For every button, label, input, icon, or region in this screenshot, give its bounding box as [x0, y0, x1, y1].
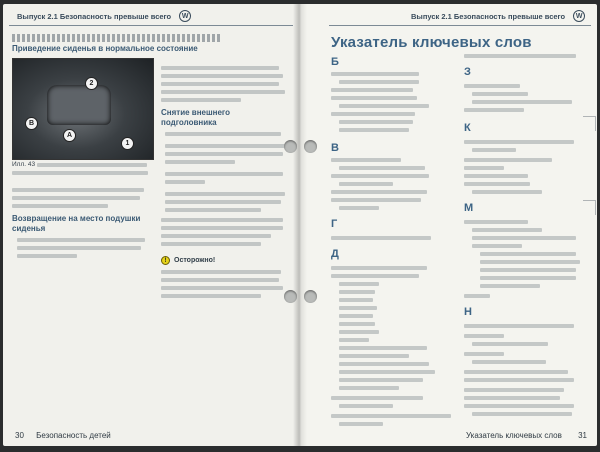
index-line [472, 92, 528, 96]
body-line [12, 196, 140, 200]
body-line [17, 254, 77, 258]
index-line [480, 284, 540, 288]
index-line [472, 244, 522, 248]
index-letter-m: М [464, 202, 474, 214]
binder-hole [284, 140, 297, 153]
body-line [165, 200, 281, 204]
body-line [161, 66, 279, 70]
index-line [331, 112, 415, 116]
index-line [339, 322, 375, 326]
index-line [331, 174, 429, 178]
index-title: Указатель ключевых слов [331, 34, 532, 51]
index-line [472, 236, 576, 240]
right-header-text: Выпуск 2.1 Безопасность превыше всего [411, 11, 566, 21]
index-line [339, 404, 393, 408]
index-letter-v: В [331, 142, 339, 154]
right-footer-title: Указатель ключевых слов [465, 431, 562, 440]
left-page-number: 30 [15, 431, 24, 440]
body-line [165, 180, 205, 184]
body-line [165, 208, 261, 212]
vw-logo-icon: W [573, 10, 585, 22]
body-line [165, 132, 281, 136]
index-line [339, 378, 423, 382]
index-line [464, 370, 568, 374]
index-line [339, 422, 383, 426]
body-line [161, 294, 261, 298]
warning-icon: ! [161, 256, 170, 265]
body-line [161, 234, 271, 238]
index-line [339, 354, 409, 358]
index-line [331, 198, 421, 202]
figure-caption: Илл. 43 [12, 161, 36, 168]
body-line [165, 144, 285, 148]
index-letter-g: Г [331, 218, 338, 230]
index-letter-b: Б [331, 56, 339, 68]
right-page-footer [466, 431, 587, 440]
body-line [165, 192, 285, 196]
body-line [161, 82, 279, 86]
index-line [339, 206, 379, 210]
left-page-footer [15, 431, 111, 440]
index-line [339, 80, 419, 84]
body-line [165, 152, 283, 156]
index-letter-n: Н [464, 306, 472, 318]
index-line [339, 104, 429, 108]
index-line [464, 404, 574, 408]
thumb-index-mark [583, 116, 596, 131]
index-line [331, 414, 451, 418]
body-line [161, 278, 279, 282]
index-line [331, 236, 431, 240]
thumb-index-mark [583, 200, 596, 215]
body-line [17, 246, 141, 250]
right-page [299, 4, 597, 446]
index-line [464, 388, 564, 392]
index-line [480, 260, 580, 264]
index-line [464, 396, 560, 400]
index-line [331, 158, 401, 162]
index-line [464, 54, 576, 58]
index-line [464, 108, 524, 112]
index-line [331, 88, 413, 92]
binder-hole [284, 290, 297, 303]
index-line [464, 352, 504, 356]
index-line [331, 266, 427, 270]
index-line [464, 84, 520, 88]
body-line [161, 226, 283, 230]
body-line [165, 160, 235, 164]
left-header-text: Выпуск 2.1 Безопасность превыше всего [17, 11, 172, 21]
index-line [472, 342, 548, 346]
section-title-cushion: Возвращение на место подушки сиденья [12, 214, 141, 233]
body-line [161, 218, 283, 222]
binder-hole [304, 290, 317, 303]
left-page [3, 4, 299, 446]
index-line [472, 190, 542, 194]
warning-label: Осторожно! [174, 257, 216, 264]
body-line [12, 204, 108, 208]
index-line [339, 330, 379, 334]
index-line [464, 182, 530, 186]
section-title-headrest: Снятие внешнего подголовника [161, 108, 231, 127]
index-line [464, 294, 490, 298]
index-letter-k: К [464, 122, 471, 134]
index-line [331, 396, 423, 400]
index-line [480, 268, 576, 272]
page-gutter [293, 4, 307, 446]
left-subcaption [12, 34, 222, 42]
photo-marker-2: 2 [85, 77, 98, 90]
index-line [339, 386, 399, 390]
body-line [161, 90, 285, 94]
index-line [339, 306, 377, 310]
index-line [339, 166, 425, 170]
index-line [339, 128, 409, 132]
seat-shape [47, 85, 111, 125]
right-page-header [411, 9, 585, 23]
body-line [165, 172, 283, 176]
body-line [161, 74, 283, 78]
right-header-rule [329, 25, 591, 26]
index-line [339, 120, 413, 124]
index-line [464, 324, 574, 328]
caption-line [37, 163, 147, 167]
index-line [464, 378, 574, 382]
index-line [472, 148, 516, 152]
index-line [480, 252, 576, 256]
index-line [464, 140, 574, 144]
index-line [472, 100, 572, 104]
body-line [12, 188, 144, 192]
index-line [464, 166, 504, 170]
index-line [331, 72, 419, 76]
photo-marker-b: B [25, 117, 38, 130]
warning-row [161, 256, 215, 265]
index-line [331, 190, 427, 194]
photo-marker-a: A [63, 129, 76, 142]
index-line [464, 174, 528, 178]
photo-marker-1: 1 [121, 137, 134, 150]
binder-hole [304, 140, 317, 153]
index-line [480, 276, 576, 280]
index-line [339, 290, 375, 294]
index-line [464, 334, 504, 338]
left-header-rule [9, 25, 293, 26]
index-letter-d: Д [331, 248, 339, 260]
left-footer-title: Безопасность детей [36, 431, 111, 440]
body-line [161, 242, 261, 246]
index-line [472, 360, 546, 364]
index-line [339, 338, 369, 342]
index-line [339, 362, 429, 366]
index-line [331, 96, 417, 100]
body-line [161, 286, 283, 290]
index-line [339, 370, 435, 374]
index-letter-z: З [464, 66, 471, 78]
section-title-seat-reset: Приведение сиденья в нормальное состояние [12, 44, 198, 53]
body-line [161, 270, 281, 274]
index-line [339, 314, 373, 318]
vw-logo-icon: W [179, 10, 191, 22]
left-page-header [11, 9, 191, 23]
body-line [161, 98, 241, 102]
index-line [472, 412, 572, 416]
caption-line [12, 171, 148, 175]
body-line [17, 238, 145, 242]
index-line [339, 346, 427, 350]
index-line [464, 220, 528, 224]
index-line [339, 298, 373, 302]
seat-photo [12, 58, 154, 160]
index-line [339, 182, 393, 186]
right-page-number: 31 [578, 431, 587, 440]
index-line [472, 228, 542, 232]
index-line [339, 282, 379, 286]
index-line [464, 158, 552, 162]
index-line [331, 274, 419, 278]
